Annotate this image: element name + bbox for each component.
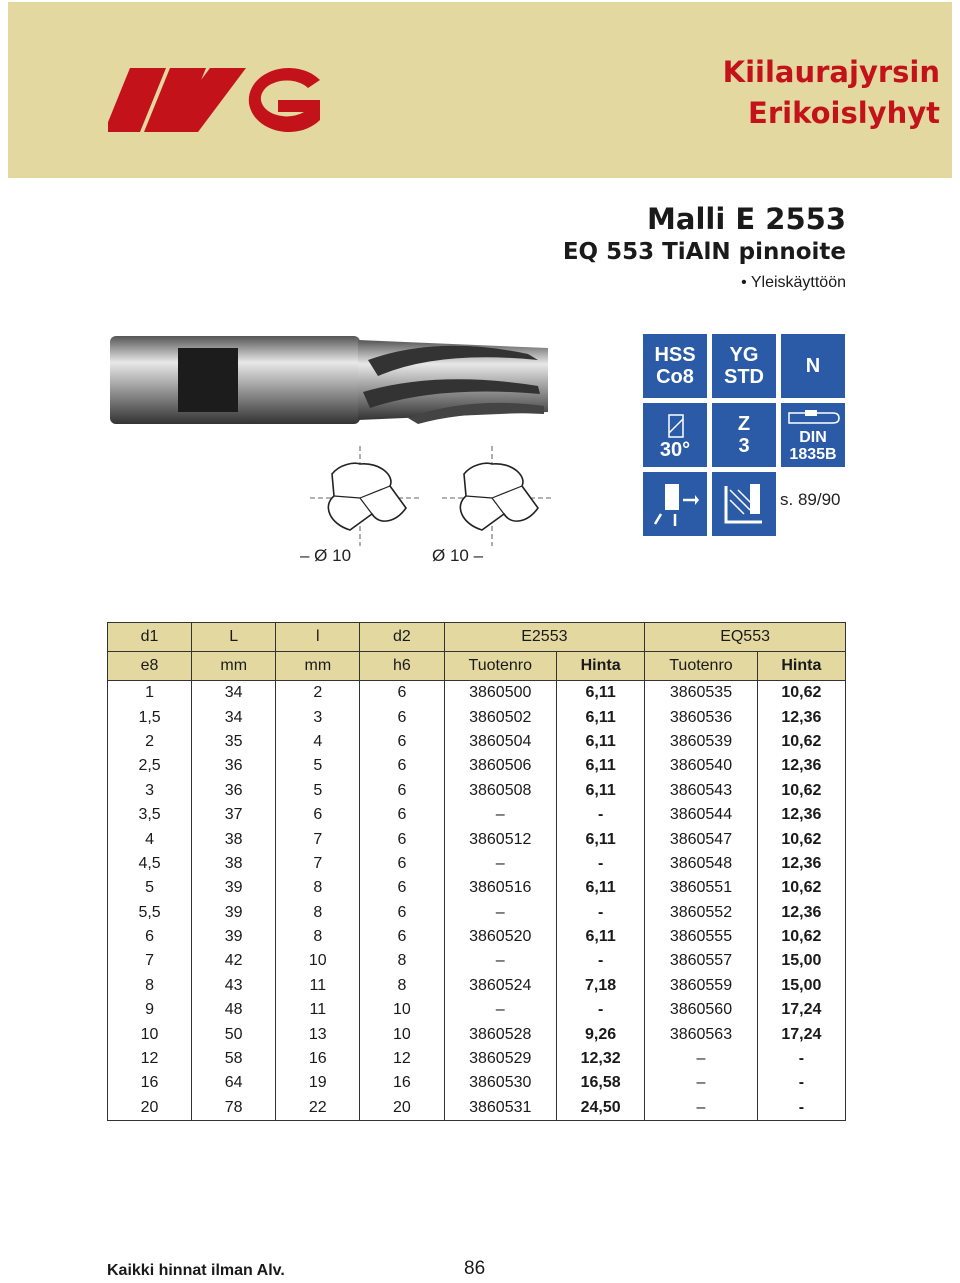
cell-hinta-2: 12,36 bbox=[757, 803, 845, 827]
cell-d1: 6 bbox=[108, 925, 192, 949]
table-row bbox=[108, 705, 846, 729]
cell-hinta-2: - bbox=[757, 1071, 845, 1095]
cell-tuotenro-1: 3860502 bbox=[444, 705, 557, 729]
cell-l: 8 bbox=[276, 876, 360, 900]
cell-tuotenro-2: – bbox=[645, 1047, 758, 1071]
cell-tuotenro-1: 3860508 bbox=[444, 779, 557, 803]
milling-direction-icon bbox=[643, 472, 707, 536]
cross-section-left bbox=[310, 446, 420, 546]
model-name: Malli E 2553 bbox=[647, 202, 846, 236]
cell-hinta-2: - bbox=[757, 1096, 845, 1121]
cell-tuotenro-1: 3860531 bbox=[444, 1096, 557, 1121]
header-L-unit: mm bbox=[192, 652, 276, 681]
cell-d2: 16 bbox=[360, 1071, 444, 1095]
cell-tuotenro-2: 3860540 bbox=[645, 754, 758, 778]
diameter-label-left: – Ø 10 bbox=[300, 546, 352, 565]
cell-l: 22 bbox=[276, 1096, 360, 1121]
cell-tuotenro-2: 3860547 bbox=[645, 827, 758, 851]
page-number: 86 bbox=[464, 1258, 486, 1279]
slot-milling-icon bbox=[712, 472, 776, 536]
cell-hinta-2: 10,62 bbox=[757, 827, 845, 851]
cell-L: 36 bbox=[192, 754, 276, 778]
cell-hinta-2: 15,00 bbox=[757, 949, 845, 973]
cell-l: 10 bbox=[276, 949, 360, 973]
cell-hinta-1: 6,11 bbox=[557, 754, 645, 778]
cell-d1: 5 bbox=[108, 876, 192, 900]
cell-hinta-2: - bbox=[757, 1047, 845, 1071]
cell-l: 4 bbox=[276, 730, 360, 754]
cell-tuotenro-2: – bbox=[645, 1096, 758, 1121]
cell-tuotenro-1: – bbox=[444, 901, 557, 925]
cell-l: 7 bbox=[276, 852, 360, 876]
cell-tuotenro-1: – bbox=[444, 949, 557, 973]
cell-tuotenro-2: 3860548 bbox=[645, 852, 758, 876]
cell-L: 37 bbox=[192, 803, 276, 827]
cell-L: 35 bbox=[192, 730, 276, 754]
header-tuotenro-1: Tuotenro bbox=[444, 652, 557, 681]
table-row bbox=[108, 1096, 846, 1121]
table-row bbox=[108, 779, 846, 803]
spec-table bbox=[107, 622, 846, 1121]
cell-L: 38 bbox=[192, 852, 276, 876]
cell-L: 48 bbox=[192, 998, 276, 1022]
table-row bbox=[108, 949, 846, 973]
header-d1: d1 bbox=[108, 623, 192, 652]
cell-l: 3 bbox=[276, 705, 360, 729]
cell-d1: 12 bbox=[108, 1047, 192, 1071]
cell-d1: 8 bbox=[108, 974, 192, 998]
cell-l: 5 bbox=[276, 779, 360, 803]
model-coating: EQ 553 TiAlN pinnoite bbox=[562, 239, 846, 265]
cell-tuotenro-1: 3860524 bbox=[444, 974, 557, 998]
cell-hinta-1: 7,18 bbox=[557, 974, 645, 998]
cell-d1: 3 bbox=[108, 779, 192, 803]
cell-d1: 10 bbox=[108, 1022, 192, 1046]
table-row bbox=[108, 730, 846, 754]
table-row bbox=[108, 803, 846, 827]
cell-d2: 6 bbox=[360, 827, 444, 851]
cell-hinta-2: 17,24 bbox=[757, 1022, 845, 1046]
cell-tuotenro-1: 3860506 bbox=[444, 754, 557, 778]
cell-tuotenro-1: 3860529 bbox=[444, 1047, 557, 1071]
din-shank-icon: DIN 1835B bbox=[781, 403, 845, 467]
helix-angle-icon: 30° bbox=[643, 403, 707, 467]
helix-icon bbox=[655, 413, 695, 439]
header-h6: h6 bbox=[360, 652, 444, 681]
cell-hinta-1: - bbox=[557, 803, 645, 827]
cell-tuotenro-2: 3860560 bbox=[645, 998, 758, 1022]
title-line-2: Erikoislyhyt bbox=[748, 96, 940, 130]
cell-L: 78 bbox=[192, 1096, 276, 1121]
cell-hinta-1: - bbox=[557, 998, 645, 1022]
cell-hinta-2: 10,62 bbox=[757, 925, 845, 949]
cell-d2: 6 bbox=[360, 852, 444, 876]
cell-L: 34 bbox=[192, 705, 276, 729]
cell-hinta-1: 6,11 bbox=[557, 779, 645, 803]
header-band bbox=[8, 2, 952, 178]
cell-L: 34 bbox=[192, 681, 276, 706]
cell-d2: 6 bbox=[360, 681, 444, 706]
cell-hinta-2: 10,62 bbox=[757, 681, 845, 706]
cell-L: 50 bbox=[192, 1022, 276, 1046]
cell-l: 11 bbox=[276, 974, 360, 998]
cell-l: 2 bbox=[276, 681, 360, 706]
cell-tuotenro-2: 3860536 bbox=[645, 705, 758, 729]
cell-l: 7 bbox=[276, 827, 360, 851]
cell-L: 36 bbox=[192, 779, 276, 803]
cell-hinta-2: 10,62 bbox=[757, 779, 845, 803]
cell-L: 42 bbox=[192, 949, 276, 973]
table-row bbox=[108, 998, 846, 1022]
cell-d1: 4,5 bbox=[108, 852, 192, 876]
page-reference: s. 89/90 bbox=[780, 490, 841, 509]
header-l: l bbox=[276, 623, 360, 652]
cell-d1: 16 bbox=[108, 1071, 192, 1095]
cross-section-right bbox=[442, 446, 552, 546]
cell-hinta-2: 12,36 bbox=[757, 852, 845, 876]
cell-d2: 8 bbox=[360, 949, 444, 973]
table-row bbox=[108, 974, 846, 998]
cell-tuotenro-2: 3860552 bbox=[645, 901, 758, 925]
cell-l: 5 bbox=[276, 754, 360, 778]
cell-L: 39 bbox=[192, 901, 276, 925]
cell-l: 13 bbox=[276, 1022, 360, 1046]
cell-d2: 8 bbox=[360, 974, 444, 998]
header-l-unit: mm bbox=[276, 652, 360, 681]
cell-tuotenro-2: 3860544 bbox=[645, 803, 758, 827]
table-row bbox=[108, 925, 846, 949]
cell-d1: 7 bbox=[108, 949, 192, 973]
cell-d2: 10 bbox=[360, 998, 444, 1022]
table-row bbox=[108, 1022, 846, 1046]
cell-tuotenro-2: 3860559 bbox=[645, 974, 758, 998]
cell-d1: 1,5 bbox=[108, 705, 192, 729]
cell-d1: 4 bbox=[108, 827, 192, 851]
cell-hinta-1: - bbox=[557, 852, 645, 876]
cell-tuotenro-1: 3860504 bbox=[444, 730, 557, 754]
cell-L: 64 bbox=[192, 1071, 276, 1095]
cell-l: 6 bbox=[276, 803, 360, 827]
end-mill-image bbox=[108, 330, 548, 430]
footer-note: Kaikki hinnat ilman Alv. bbox=[107, 1262, 285, 1279]
cell-hinta-2: 12,36 bbox=[757, 754, 845, 778]
model-usage: • Yleiskäyttöön bbox=[741, 274, 846, 291]
cell-d2: 6 bbox=[360, 925, 444, 949]
header-tuotenro-2: Tuotenro bbox=[645, 652, 758, 681]
cell-l: 16 bbox=[276, 1047, 360, 1071]
cell-L: 38 bbox=[192, 827, 276, 851]
cell-hinta-1: 16,58 bbox=[557, 1071, 645, 1095]
cell-d2: 6 bbox=[360, 754, 444, 778]
cell-L: 58 bbox=[192, 1047, 276, 1071]
cell-tuotenro-2: – bbox=[645, 1071, 758, 1095]
cell-l: 11 bbox=[276, 998, 360, 1022]
cell-hinta-1: 24,50 bbox=[557, 1096, 645, 1121]
cell-tuotenro-2: 3860551 bbox=[645, 876, 758, 900]
cell-tuotenro-1: 3860516 bbox=[444, 876, 557, 900]
cell-d1: 5,5 bbox=[108, 901, 192, 925]
cell-hinta-2: 15,00 bbox=[757, 974, 845, 998]
header-d2: d2 bbox=[360, 623, 444, 652]
table-row bbox=[108, 827, 846, 851]
cell-hinta-2: 17,24 bbox=[757, 998, 845, 1022]
table-row bbox=[108, 876, 846, 900]
cell-l: 8 bbox=[276, 901, 360, 925]
cell-hinta-1: 12,32 bbox=[557, 1047, 645, 1071]
cell-L: 39 bbox=[192, 925, 276, 949]
cell-d1: 2 bbox=[108, 730, 192, 754]
cell-hinta-2: 10,62 bbox=[757, 876, 845, 900]
cell-d2: 6 bbox=[360, 779, 444, 803]
header-group-e2553: E2553 bbox=[444, 623, 645, 652]
cell-hinta-2: 12,36 bbox=[757, 901, 845, 925]
yg-std-icon: YG STD bbox=[712, 334, 776, 398]
slot-icon bbox=[720, 480, 768, 528]
cell-tuotenro-2: 3860539 bbox=[645, 730, 758, 754]
hss-co8-icon: HSS Co8 bbox=[643, 334, 707, 398]
shank-icon bbox=[785, 407, 841, 429]
cell-hinta-1: 6,11 bbox=[557, 681, 645, 706]
cell-d2: 6 bbox=[360, 705, 444, 729]
cell-d1: 2,5 bbox=[108, 754, 192, 778]
spec-table-body bbox=[108, 681, 846, 1121]
title-line-1: Kiilaurajyrsin bbox=[722, 55, 940, 89]
header-group-eq553: EQ553 bbox=[645, 623, 846, 652]
cell-tuotenro-1: – bbox=[444, 803, 557, 827]
cell-hinta-1: 6,11 bbox=[557, 876, 645, 900]
cell-hinta-1: 6,11 bbox=[557, 705, 645, 729]
cell-d2: 12 bbox=[360, 1047, 444, 1071]
cell-tuotenro-2: 3860543 bbox=[645, 779, 758, 803]
cell-d2: 6 bbox=[360, 876, 444, 900]
table-row bbox=[108, 852, 846, 876]
cell-hinta-1: 6,11 bbox=[557, 925, 645, 949]
cell-d2: 6 bbox=[360, 901, 444, 925]
cutting-direction-icon bbox=[651, 480, 699, 528]
cell-l: 19 bbox=[276, 1071, 360, 1095]
cell-d1: 3,5 bbox=[108, 803, 192, 827]
cell-tuotenro-1: 3860530 bbox=[444, 1071, 557, 1095]
table-row bbox=[108, 1047, 846, 1071]
cell-L: 39 bbox=[192, 876, 276, 900]
cell-tuotenro-2: 3860535 bbox=[645, 681, 758, 706]
table-row bbox=[108, 901, 846, 925]
cell-tuotenro-1: – bbox=[444, 998, 557, 1022]
cell-tuotenro-2: 3860557 bbox=[645, 949, 758, 973]
header-hinta-1: Hinta bbox=[557, 652, 645, 681]
cell-d2: 6 bbox=[360, 803, 444, 827]
cell-tuotenro-2: 3860555 bbox=[645, 925, 758, 949]
cell-hinta-2: 12,36 bbox=[757, 705, 845, 729]
cell-d1: 20 bbox=[108, 1096, 192, 1121]
cell-hinta-1: 9,26 bbox=[557, 1022, 645, 1046]
cell-tuotenro-1: 3860512 bbox=[444, 827, 557, 851]
cell-d2: 10 bbox=[360, 1022, 444, 1046]
model-info bbox=[563, 202, 846, 298]
cell-tuotenro-1: 3860520 bbox=[444, 925, 557, 949]
cell-d2: 6 bbox=[360, 730, 444, 754]
cell-hinta-1: - bbox=[557, 901, 645, 925]
flutes-icon: Z 3 bbox=[712, 403, 776, 467]
table-row bbox=[108, 754, 846, 778]
cell-tuotenro-1: 3860500 bbox=[444, 681, 557, 706]
type-n-icon: N bbox=[781, 334, 845, 398]
cell-tuotenro-2: 3860563 bbox=[645, 1022, 758, 1046]
cell-hinta-1: - bbox=[557, 949, 645, 973]
diameter-label-right: Ø 10 – bbox=[432, 546, 484, 565]
cell-l: 8 bbox=[276, 925, 360, 949]
cell-hinta-1: 6,11 bbox=[557, 827, 645, 851]
table-row bbox=[108, 681, 846, 706]
cell-d2: 20 bbox=[360, 1096, 444, 1121]
cell-tuotenro-1: – bbox=[444, 852, 557, 876]
cell-tuotenro-1: 3860528 bbox=[444, 1022, 557, 1046]
table-row bbox=[108, 1071, 846, 1095]
header-hinta-2: Hinta bbox=[757, 652, 845, 681]
cell-hinta-1: 6,11 bbox=[557, 730, 645, 754]
cell-d1: 9 bbox=[108, 998, 192, 1022]
title-block bbox=[723, 52, 940, 134]
cell-hinta-2: 10,62 bbox=[757, 730, 845, 754]
yg-logo bbox=[108, 60, 328, 140]
cell-L: 43 bbox=[192, 974, 276, 998]
header-L: L bbox=[192, 623, 276, 652]
cell-d1: 1 bbox=[108, 681, 192, 706]
header-e8: e8 bbox=[108, 652, 192, 681]
